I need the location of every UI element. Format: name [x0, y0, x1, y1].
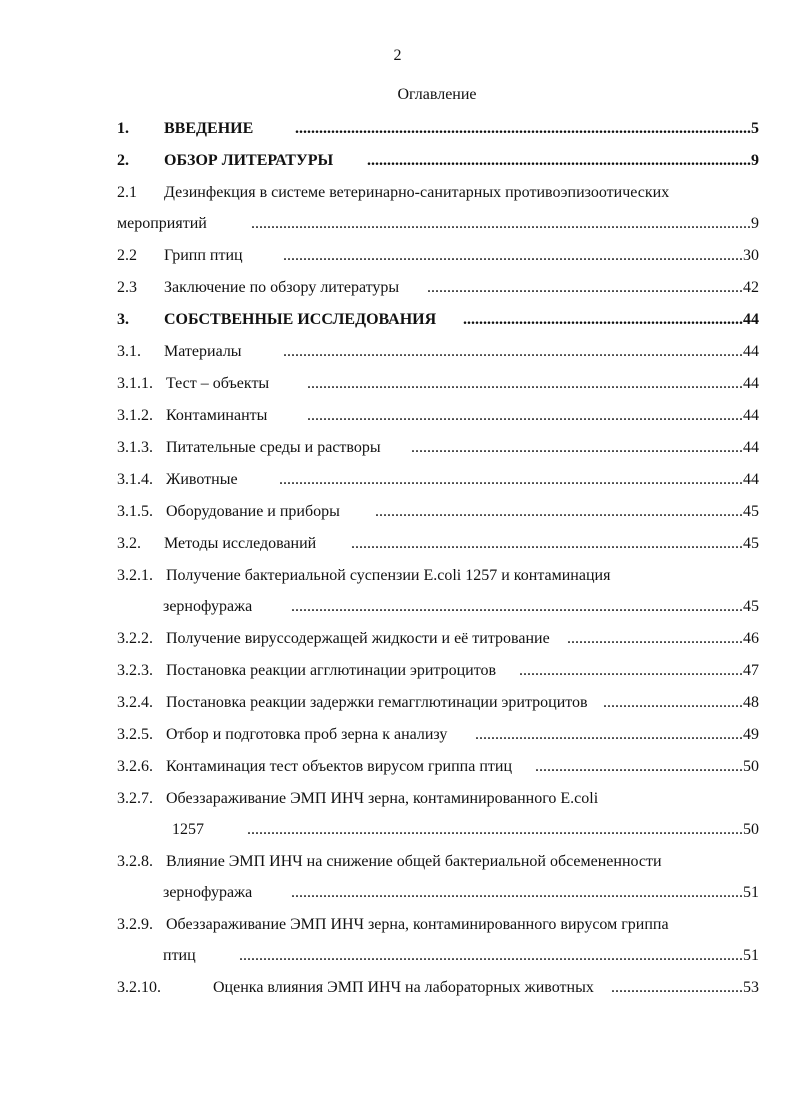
toc-entry	[117, 373, 759, 395]
toc-entry-title: Питательные среды и растворы	[166, 439, 381, 456]
toc-entry-title-continuation: зернофуража	[163, 598, 253, 615]
toc-entry-page: 50	[743, 821, 759, 838]
toc-leader-dots: ........................................................47	[519, 662, 759, 679]
toc-entry	[117, 405, 759, 427]
toc-leader-dots: ...................................................................................................................30	[283, 247, 759, 264]
toc-entry-page: 46	[743, 630, 759, 647]
toc-entry-title: Постановка реакции задержки гемагглютинации эритроцитов	[166, 694, 588, 711]
toc-entry-number: 3.2.9.	[117, 916, 153, 933]
toc-entry-page: 45	[743, 598, 759, 615]
toc-entry-number: 3.2.	[117, 535, 141, 552]
toc-entry-number: 3.2.7.	[117, 790, 153, 807]
toc-entry	[117, 788, 759, 810]
toc-leader-dots: ...................................................................49	[475, 726, 759, 743]
toc-entry-number: 3.1.5.	[117, 503, 153, 520]
toc-entry-title-continuation: мероприятий	[117, 215, 207, 232]
toc-entry-title: Заключение по обзору литературы	[164, 279, 400, 296]
toc-entry-page: 53	[743, 979, 759, 996]
toc-entry-title: СОБСТВЕННЫЕ ИССЛЕДОВАНИЯ	[164, 311, 437, 328]
toc-entry-title: Грипп птиц	[164, 247, 243, 264]
toc-entry-page: 5	[751, 120, 759, 137]
toc-entry	[117, 182, 759, 204]
toc-leader-dots: ..................................................................................................................5	[295, 120, 759, 137]
toc-entry-number: 2.1	[117, 184, 137, 201]
toc-entry-number: 3.2.4.	[117, 694, 153, 711]
toc-entry	[117, 309, 759, 331]
toc-entry-page: 44	[743, 439, 759, 456]
toc-entry-number: 3.1.4.	[117, 471, 153, 488]
toc-entry	[117, 565, 759, 587]
toc-entry-title: Обеззараживание ЭМП ИНЧ зерна, контаминированного E.coli	[166, 790, 599, 807]
toc-entry-page: 49	[743, 726, 759, 743]
toc-entry-page: 51	[743, 947, 759, 964]
toc-entry-title: Оценка влияния ЭМП ИНЧ на лабораторных животных	[213, 979, 594, 996]
toc-entry-page: 51	[743, 884, 759, 901]
toc-leader-dots: ...................................48	[603, 694, 759, 711]
toc-entry-title: Контаминация тест объектов вирусом гриппа птиц	[166, 758, 513, 775]
toc-entry	[117, 660, 759, 682]
toc-entry-title: Материалы	[164, 343, 242, 360]
toc-entry-page: 42	[743, 279, 759, 296]
toc-entry-number: 3.2.8.	[117, 853, 153, 870]
toc-entry-title: Влияние ЭМП ИНЧ на снижение общей бактериальной обсемененности	[166, 853, 662, 870]
page-number: 2	[393, 47, 402, 64]
toc-entry	[117, 245, 759, 267]
toc-entry-page: 48	[743, 694, 759, 711]
toc-entry-continuation	[163, 945, 759, 967]
toc-entry	[117, 277, 759, 299]
toc-entry-page: 47	[743, 662, 759, 679]
toc-entry-title: Получение бактериальной суспензии E.coli 1257 и контаминация	[166, 567, 611, 584]
toc-entry-title: Обеззараживание ЭМП ИНЧ зерна, контаминированного вирусом гриппа	[166, 916, 669, 933]
toc-title: Оглавление	[397, 86, 477, 103]
toc-entry-number: 3.2.5.	[117, 726, 153, 743]
toc-leader-dots: ...................................................................................44	[411, 439, 759, 456]
toc-entry	[117, 533, 759, 555]
toc-leader-dots: .................................................................................................................51	[291, 884, 759, 901]
toc-entry-title-continuation: птиц	[163, 947, 196, 964]
toc-entry	[117, 756, 759, 778]
toc-entry-title: Постановка реакции агглютинации эритроцитов	[166, 662, 497, 679]
toc-leader-dots: ...............................................................................42	[427, 279, 759, 296]
toc-leader-dots: ................................................................................................9	[367, 152, 759, 169]
toc-entry-number: 3.2.10.	[117, 979, 161, 996]
toc-leader-dots: ............................................................................................................................50	[247, 821, 759, 838]
toc-entry	[117, 501, 759, 523]
toc-entry-title: Получение вируссодержащей жидкости и её титрование	[166, 630, 550, 647]
toc-entry-title: Тест – объекты	[166, 375, 270, 392]
toc-entry-title: Методы исследований	[164, 535, 317, 552]
toc-entry-title: Контаминанты	[166, 407, 268, 424]
toc-entry-title-continuation: 1257	[172, 821, 204, 838]
toc-entry	[117, 469, 759, 491]
toc-leader-dots: .................................53	[611, 979, 759, 996]
toc-entry	[117, 341, 759, 363]
toc-entry-number: 2.	[117, 152, 129, 169]
toc-leader-dots: .................................................................................................................45	[291, 598, 759, 615]
toc-entry	[117, 914, 759, 936]
toc-entry	[117, 977, 759, 999]
toc-entry-page: 45	[743, 503, 759, 520]
toc-entry-number: 3.	[117, 311, 129, 328]
toc-entry	[117, 437, 759, 459]
toc-entry-page: 9	[751, 215, 759, 232]
toc-entry-continuation	[163, 882, 759, 904]
toc-entry	[117, 118, 759, 140]
toc-entry-number: 2.3	[117, 279, 137, 296]
toc-entry	[117, 692, 759, 714]
toc-entry-page: 44	[743, 471, 759, 488]
toc-entry-title: Отбор и подготовка проб зерна к анализу	[166, 726, 448, 743]
toc-entry-page: 44	[743, 375, 759, 392]
toc-entry-number: 3.1.	[117, 343, 141, 360]
toc-entry-number: 3.1.3.	[117, 439, 153, 456]
toc-entry-title-continuation: зернофуража	[163, 884, 253, 901]
toc-entry	[117, 724, 759, 746]
toc-entry-number: 3.1.2.	[117, 407, 153, 424]
toc-leader-dots: .............................................................................................................44	[307, 407, 759, 424]
toc-entry-page: 45	[743, 535, 759, 552]
toc-entry-title: Оборудование и приборы	[166, 503, 340, 520]
toc-entry-page: 50	[743, 758, 759, 775]
toc-leader-dots: ....................................................................................................................44	[279, 471, 759, 488]
toc-leader-dots: ...................................................................................................................44	[283, 343, 759, 360]
toc-entry-number: 1.	[117, 120, 129, 137]
toc-entry-number: 3.2.2.	[117, 630, 153, 647]
toc-entry-number: 3.2.3.	[117, 662, 153, 679]
toc-entry-title: ВВЕДЕНИЕ	[164, 120, 254, 137]
toc-entry-number: 3.1.1.	[117, 375, 153, 392]
toc-leader-dots: ..............................................................................................................................51	[239, 947, 759, 964]
toc-entry-page: 44	[743, 407, 759, 424]
toc-entry-continuation	[163, 596, 759, 618]
toc-entry-page: 44	[743, 311, 759, 328]
toc-entry	[117, 150, 759, 172]
toc-entry	[117, 628, 759, 650]
toc-leader-dots: ............................................46	[567, 630, 759, 647]
toc-leader-dots: .............................................................................................................................9	[251, 215, 759, 232]
toc-entry-number: 3.2.6.	[117, 758, 153, 775]
toc-entry-title: Животные	[166, 471, 238, 488]
toc-entry-continuation	[172, 819, 759, 841]
toc-entry-number: 3.2.1.	[117, 567, 153, 584]
toc-leader-dots: ..................................................................................................45	[351, 535, 759, 552]
toc-entry-page: 44	[743, 343, 759, 360]
toc-leader-dots: ............................................................................................45	[375, 503, 759, 520]
toc-leader-dots: ....................................................50	[535, 758, 759, 775]
toc-entry-page: 9	[751, 152, 759, 169]
toc-entry-title: Дезинфекция в системе ветеринарно-санитарных противоэпизоотических	[164, 184, 670, 201]
toc-entry-title: ОБЗОР ЛИТЕРАТУРЫ	[164, 152, 334, 169]
toc-entry-page: 30	[743, 247, 759, 264]
toc-entry-number: 2.2	[117, 247, 137, 264]
toc-leader-dots: ......................................................................44	[463, 311, 759, 328]
toc-leader-dots: .............................................................................................................44	[307, 375, 759, 392]
toc-entry-continuation	[117, 213, 759, 235]
toc-entry	[117, 851, 759, 873]
